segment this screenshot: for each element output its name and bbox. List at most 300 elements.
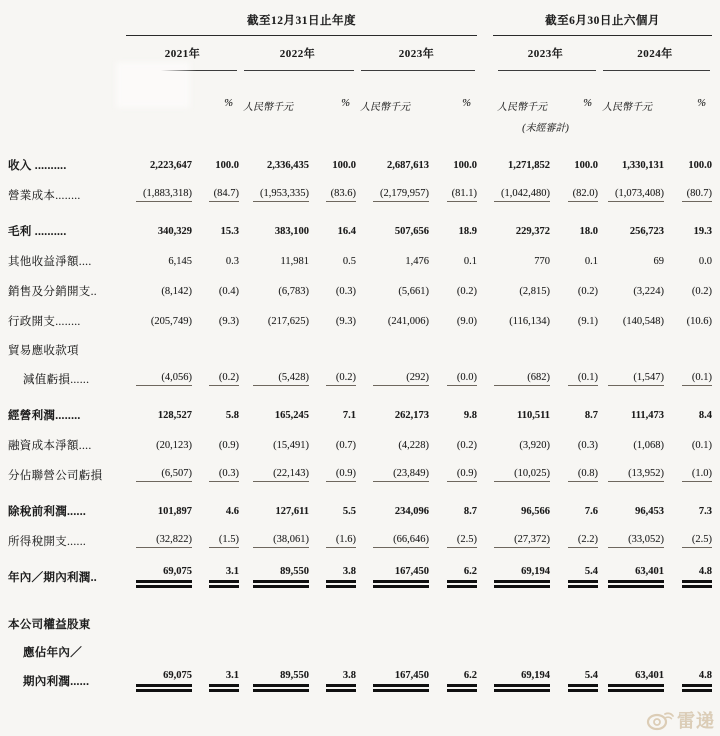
header-period-groups — [8, 12, 712, 36]
cell-value: 770 — [534, 255, 550, 267]
cell-percent — [429, 534, 477, 548]
unit-currency: 人民幣千元 — [602, 102, 652, 113]
cell-percent — [429, 566, 477, 588]
cell-value: (0.3) — [335, 285, 356, 297]
table-row — [8, 246, 712, 276]
cell-value: 0.5 — [342, 255, 356, 267]
row-label: 所得稅開支...... — [8, 536, 87, 548]
cell-amount — [239, 226, 309, 237]
cell-percent — [192, 160, 239, 171]
cell-value: 165,245 — [274, 409, 309, 421]
cell-amount — [356, 506, 429, 517]
cell-value: 2,223,647 — [150, 159, 192, 171]
cell-value: 69,075 — [136, 566, 192, 588]
cell-percent — [664, 226, 712, 237]
cell-value: 11,981 — [280, 255, 309, 267]
table-row — [8, 306, 712, 336]
cell-percent — [429, 256, 477, 267]
unit-currency: 人民幣千元 — [243, 102, 293, 113]
cell-value: 16.4 — [337, 225, 356, 237]
cell-value: 5.5 — [342, 505, 356, 517]
watermark — [645, 707, 715, 733]
cell-amount — [356, 256, 429, 267]
cell-value: (22,143) — [253, 468, 309, 482]
cell-value: 3.8 — [326, 670, 356, 692]
cell-amount — [598, 372, 664, 386]
cell-percent — [192, 534, 239, 548]
cell-value: (2.5) — [447, 534, 477, 548]
cell-percent — [550, 226, 598, 237]
header-years — [8, 38, 712, 71]
cell-amount — [239, 256, 309, 267]
cell-value: (1,953,335) — [253, 188, 309, 202]
cell-amount — [126, 468, 192, 482]
cell-amount — [126, 286, 192, 297]
cell-value: (0.3) — [209, 468, 239, 482]
cell-value: (0.9) — [218, 439, 239, 451]
cell-percent — [550, 506, 598, 517]
cell-value: (23,849) — [373, 468, 429, 482]
cell-value: (1,073,408) — [608, 188, 664, 202]
cell-value: (1,883,318) — [136, 188, 192, 202]
cell-percent — [550, 188, 598, 202]
cell-percent — [192, 256, 239, 267]
cell-value: (5,428) — [253, 372, 309, 386]
cell-value: (83.6) — [326, 188, 356, 202]
cell-amount — [239, 440, 309, 451]
cell-amount — [493, 670, 550, 692]
cell-value: (9.0) — [456, 315, 477, 327]
cell-amount — [126, 506, 192, 517]
cell-amount — [126, 316, 192, 327]
cell-value: (4,056) — [136, 372, 192, 386]
cell-value: 6,145 — [168, 255, 192, 267]
cell-percent — [309, 256, 356, 267]
cell-value: (6,783) — [278, 285, 309, 297]
row-label: 經營利潤........ — [8, 410, 81, 422]
cell-value: 0.3 — [225, 255, 239, 267]
cell-amount — [239, 410, 309, 421]
cell-amount — [493, 506, 550, 517]
cell-value: (0.0) — [447, 372, 477, 386]
cell-value: (1.5) — [209, 534, 239, 548]
cell-percent — [550, 670, 598, 692]
cell-value: 167,450 — [373, 670, 429, 692]
cell-value: 100.0 — [688, 159, 712, 171]
cell-amount — [598, 226, 664, 237]
cell-amount — [598, 566, 664, 588]
cell-amount — [356, 226, 429, 237]
cell-percent — [192, 440, 239, 451]
cell-value: (13,952) — [608, 468, 664, 482]
row-label: 分佔聯營公司虧損 — [8, 470, 103, 482]
cell-value: (5,661) — [398, 285, 429, 297]
cell-value: 69,075 — [136, 670, 192, 692]
cell-amount — [493, 534, 550, 548]
period-header-annual — [126, 12, 477, 36]
cell-value: (82.0) — [568, 188, 598, 202]
cell-amount — [126, 372, 192, 386]
cell-percent — [550, 440, 598, 451]
cell-amount — [239, 286, 309, 297]
table-row — [8, 276, 712, 306]
cell-value: (140,548) — [622, 315, 664, 327]
cell-amount — [598, 440, 664, 451]
cell-percent — [429, 372, 477, 386]
cell-value: 110,511 — [517, 409, 550, 421]
cell-value: (1.0) — [682, 468, 712, 482]
cell-percent — [664, 468, 712, 482]
row-label: 行政開支........ — [8, 316, 81, 328]
cell-amount — [356, 566, 429, 588]
cell-amount — [126, 226, 192, 237]
cell-amount — [598, 506, 664, 517]
cell-value: (116,134) — [509, 315, 550, 327]
cell-value: 8.4 — [698, 409, 712, 421]
cell-amount — [239, 506, 309, 517]
cell-percent — [192, 410, 239, 421]
cell-value: 1,330,131 — [622, 159, 664, 171]
cell-percent — [664, 372, 712, 386]
cell-value: 6.2 — [447, 566, 477, 588]
cell-value: 167,450 — [373, 566, 429, 588]
unit-currency: 人民幣千元 — [360, 102, 410, 113]
cell-percent — [309, 226, 356, 237]
table-row — [8, 364, 712, 394]
cell-amount — [493, 256, 550, 267]
cell-value: (1,042,480) — [494, 188, 550, 202]
row-label: 減值虧損...... — [23, 374, 90, 386]
cell-value: 1,271,852 — [508, 159, 550, 171]
row-label: 收入 .......... — [8, 160, 67, 172]
cell-percent — [550, 566, 598, 588]
year-column-2023: 2023年 — [356, 38, 477, 71]
cell-amount — [493, 226, 550, 237]
table-row — [8, 180, 712, 210]
table-row — [8, 400, 712, 430]
cell-value: 96,453 — [635, 505, 664, 517]
cell-percent — [192, 226, 239, 237]
cell-value: (0.7) — [335, 439, 356, 451]
cell-amount — [598, 316, 664, 327]
cell-value: (217,625) — [267, 315, 309, 327]
cell-amount — [356, 188, 429, 202]
cell-percent — [429, 670, 477, 692]
cell-percent — [550, 410, 598, 421]
cell-value: 2,336,435 — [267, 159, 309, 171]
cell-amount — [356, 534, 429, 548]
table-row — [8, 610, 712, 638]
cell-amount — [239, 670, 309, 692]
cell-amount — [493, 160, 550, 171]
unit-currency: 人民幣千元 — [497, 102, 547, 113]
cell-value: (0.1) — [682, 372, 712, 386]
header-note-row — [8, 119, 712, 134]
cell-value: 6.2 — [447, 670, 477, 692]
cell-value: (9.1) — [577, 315, 598, 327]
cell-percent — [664, 534, 712, 548]
cell-value: 507,656 — [394, 225, 429, 237]
cell-amount — [598, 670, 664, 692]
cell-percent — [429, 506, 477, 517]
period-header-annual-label: 截至12月31日止年度 — [247, 15, 356, 27]
cell-value: 234,096 — [394, 505, 429, 517]
cell-value: 3.8 — [326, 566, 356, 588]
period-header-interim — [493, 12, 712, 36]
cell-value: (2.5) — [682, 534, 712, 548]
row-label: 其他收益淨額.... — [8, 256, 92, 268]
cell-percent — [309, 160, 356, 171]
watermark-text: 雷递 — [677, 711, 715, 731]
row-label: 毛利 .......... — [8, 226, 67, 238]
cell-value: 19.3 — [693, 225, 712, 237]
cell-percent — [664, 316, 712, 327]
cell-value: 0.1 — [463, 255, 477, 267]
cell-percent — [309, 566, 356, 588]
cell-value: 69,194 — [494, 670, 550, 692]
cell-percent — [429, 286, 477, 297]
cell-value: 127,611 — [275, 505, 309, 517]
cell-value: (8,142) — [161, 285, 192, 297]
period-header-interim-label: 截至6月30日止六個月 — [545, 15, 660, 27]
cell-amount — [598, 188, 664, 202]
cell-amount — [598, 468, 664, 482]
cell-percent — [429, 410, 477, 421]
cell-value: (0.3) — [577, 439, 598, 451]
cell-percent — [309, 410, 356, 421]
cell-value: 111,473 — [631, 409, 664, 421]
cell-amount — [239, 566, 309, 588]
cell-value: (66,646) — [373, 534, 429, 548]
row-label: 銷售及分銷開支.. — [8, 286, 97, 298]
cell-amount — [126, 188, 192, 202]
row-label: 本公司權益股東 — [8, 619, 91, 631]
cell-value: 18.9 — [458, 225, 477, 237]
cell-amount — [356, 316, 429, 327]
cell-value: (2.2) — [568, 534, 598, 548]
row-label: 期內利潤...... — [23, 676, 90, 688]
cell-value: 8.7 — [463, 505, 477, 517]
unit-percent: % — [697, 98, 706, 109]
cell-value: 5.4 — [568, 566, 598, 588]
cell-value: (0.4) — [218, 285, 239, 297]
cell-value: 8.7 — [584, 409, 598, 421]
cell-value: 3.1 — [209, 566, 239, 588]
cell-value: (0.9) — [326, 468, 356, 482]
cell-value: 69 — [653, 255, 664, 267]
cell-value: (0.8) — [568, 468, 598, 482]
unaudited-note: (未經審計) — [522, 123, 569, 134]
cell-amount — [598, 160, 664, 171]
cell-amount — [493, 372, 550, 386]
cell-amount — [356, 440, 429, 451]
cell-value: (2,179,957) — [373, 188, 429, 202]
cell-value: (0.2) — [577, 285, 598, 297]
cell-value: 7.3 — [698, 505, 712, 517]
cell-percent — [192, 286, 239, 297]
table-row — [8, 638, 712, 666]
cell-amount — [598, 286, 664, 297]
cell-percent — [664, 160, 712, 171]
cell-amount — [126, 566, 192, 588]
cell-value: (15,491) — [273, 439, 309, 451]
table-row — [8, 430, 712, 460]
cell-percent — [664, 256, 712, 267]
cell-value: 96,566 — [521, 505, 550, 517]
cell-value: 18.0 — [579, 225, 598, 237]
cell-percent — [309, 188, 356, 202]
unit-percent: % — [583, 98, 592, 109]
cell-percent — [429, 316, 477, 327]
cell-value: (33,052) — [608, 534, 664, 548]
cell-value: (27,372) — [494, 534, 550, 548]
cell-value: (38,061) — [253, 534, 309, 548]
cell-amount — [356, 670, 429, 692]
cell-value: (0.2) — [209, 372, 239, 386]
cell-percent — [192, 468, 239, 482]
cell-value: (10,025) — [494, 468, 550, 482]
cell-value: (0.1) — [691, 439, 712, 451]
cell-value: 383,100 — [274, 225, 309, 237]
cell-percent — [664, 506, 712, 517]
cell-value: (2,815) — [519, 285, 550, 297]
table-row — [8, 150, 712, 180]
cell-percent — [309, 670, 356, 692]
cell-value: 63,401 — [608, 566, 664, 588]
cell-value: 69,194 — [494, 566, 550, 588]
row-label: 年內／期內利潤.. — [8, 572, 97, 584]
cell-amount — [493, 566, 550, 588]
cell-value: 100.0 — [453, 159, 477, 171]
cell-percent — [550, 256, 598, 267]
cell-value: (1,068) — [633, 439, 664, 451]
cell-value: 2,687,613 — [387, 159, 429, 171]
cell-value: (0.1) — [568, 372, 598, 386]
cell-value: 100.0 — [332, 159, 356, 171]
cell-value: 0.1 — [584, 255, 598, 267]
cell-percent — [309, 316, 356, 327]
cell-amount — [493, 468, 550, 482]
cell-value: (3,920) — [519, 439, 550, 451]
cell-value: (0.9) — [447, 468, 477, 482]
cell-percent — [309, 506, 356, 517]
cell-percent — [664, 670, 712, 692]
cell-value: (32,822) — [136, 534, 192, 548]
cell-percent — [429, 440, 477, 451]
cell-value: (1.6) — [326, 534, 356, 548]
cell-amount — [356, 372, 429, 386]
cell-percent — [192, 670, 239, 692]
cell-value: 4.8 — [682, 566, 712, 588]
cell-value: 4.8 — [682, 670, 712, 692]
cell-amount — [239, 372, 309, 386]
cell-amount — [126, 440, 192, 451]
cell-amount — [493, 286, 550, 297]
cell-percent — [309, 468, 356, 482]
cell-amount — [239, 534, 309, 548]
cell-value: (6,507) — [136, 468, 192, 482]
cell-value: (20,123) — [156, 439, 192, 451]
cell-amount — [126, 670, 192, 692]
cell-value: 100.0 — [215, 159, 239, 171]
cell-value: (9.3) — [335, 315, 356, 327]
cell-percent — [429, 160, 477, 171]
cell-percent — [309, 440, 356, 451]
cell-value: 0.0 — [698, 255, 712, 267]
cell-value: 1,476 — [405, 255, 429, 267]
table-row — [8, 216, 712, 246]
cell-amount — [598, 256, 664, 267]
cell-value: 229,372 — [515, 225, 550, 237]
cell-amount — [239, 188, 309, 202]
cell-value: (241,006) — [387, 315, 429, 327]
cell-value: 262,173 — [394, 409, 429, 421]
cell-percent — [550, 316, 598, 327]
cell-amount — [239, 316, 309, 327]
cell-amount — [493, 410, 550, 421]
cell-percent — [664, 286, 712, 297]
cell-value: 3.1 — [209, 670, 239, 692]
table-row — [8, 336, 712, 364]
cell-value: 63,401 — [608, 670, 664, 692]
cell-percent — [664, 188, 712, 202]
row-label: 營業成本........ — [8, 190, 81, 202]
year-column-2024-interim: 2024年 — [598, 38, 712, 71]
cell-percent — [664, 566, 712, 588]
cell-amount — [239, 160, 309, 171]
cell-amount — [356, 468, 429, 482]
cell-amount — [493, 188, 550, 202]
cell-value: (0.2) — [691, 285, 712, 297]
cell-value: (0.2) — [456, 439, 477, 451]
cell-percent — [664, 410, 712, 421]
cell-value: (0.2) — [456, 285, 477, 297]
table-row — [8, 562, 712, 592]
cell-amount — [598, 534, 664, 548]
cell-value: (4,228) — [398, 439, 429, 451]
cell-percent — [429, 188, 477, 202]
cell-value: 5.4 — [568, 670, 598, 692]
cell-percent — [192, 188, 239, 202]
table-row — [8, 460, 712, 490]
cell-percent — [550, 286, 598, 297]
cell-percent — [550, 534, 598, 548]
cell-amount — [239, 468, 309, 482]
cell-amount — [126, 256, 192, 267]
cell-percent — [192, 506, 239, 517]
row-label: 貿易應收款項 — [8, 345, 79, 357]
cell-amount — [598, 410, 664, 421]
cell-value: 89,550 — [253, 670, 309, 692]
cell-percent — [309, 534, 356, 548]
cell-value: 340,329 — [157, 225, 192, 237]
table-row — [8, 526, 712, 556]
row-label: 融資成本淨額.... — [8, 440, 92, 452]
cell-amount — [493, 316, 550, 327]
cell-percent — [192, 566, 239, 588]
cell-value: (10.6) — [686, 315, 712, 327]
cell-percent — [550, 372, 598, 386]
row-label: 應佔年內／ — [23, 647, 82, 659]
table-row — [8, 496, 712, 526]
cell-value: 100.0 — [574, 159, 598, 171]
cell-percent — [192, 316, 239, 327]
cell-value: 89,550 — [253, 566, 309, 588]
cell-amount — [126, 534, 192, 548]
cell-percent — [309, 286, 356, 297]
year-column-2023-interim: 2023年 — [493, 38, 598, 71]
year-column-2022: 2022年 — [239, 38, 356, 71]
